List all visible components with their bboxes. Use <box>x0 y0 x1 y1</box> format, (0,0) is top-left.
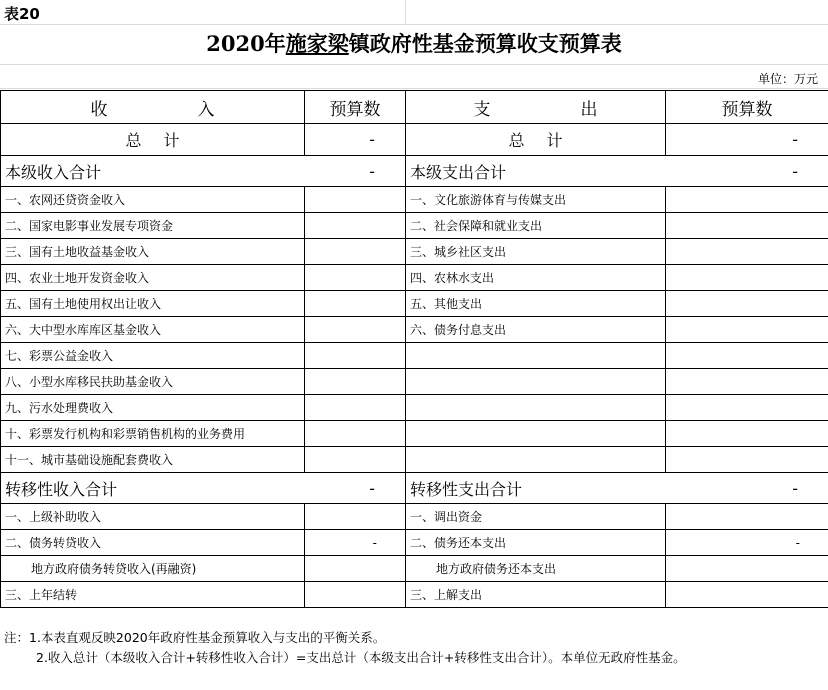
transfer-expense-item-value <box>666 556 828 582</box>
table-row <box>1 369 828 395</box>
budget-table <box>0 90 828 608</box>
transfer-income-item: 三、上年结转 <box>1 582 305 608</box>
table-row <box>1 317 828 343</box>
unit-label: 单位：万元 <box>757 72 818 86</box>
income-item: 十一、城市基础设施配套费收入 <box>1 447 305 473</box>
expense-item <box>406 369 666 395</box>
table-row <box>1 187 828 213</box>
income-item: 三、国有土地收益基金收入 <box>1 239 305 265</box>
income-item-value <box>305 291 406 317</box>
transfer-income-item-value <box>305 556 406 582</box>
income-item: 二、国家电影事业发展专项资金 <box>1 213 305 239</box>
expense-item-value <box>666 239 828 265</box>
expense-item: 五、其他支出 <box>406 291 666 317</box>
table-row <box>1 291 828 317</box>
transfer-expense-item: 三、上解支出 <box>406 582 666 608</box>
table-row <box>1 213 828 239</box>
income-item-value <box>305 265 406 291</box>
transfer-expense-item-value <box>666 504 828 530</box>
income-item-value <box>305 343 406 369</box>
income-item-value <box>305 421 406 447</box>
expense-item-value <box>666 265 828 291</box>
income-item: 五、国有土地使用权出让收入 <box>1 291 305 317</box>
transfer-expense-item-value: - <box>666 530 828 556</box>
income-item-value <box>305 317 406 343</box>
expense-item: 三、城乡社区支出 <box>406 239 666 265</box>
note-line-1: 注：1.本表直观反映2020年政府性基金预算收入与支出的平衡关系。 <box>4 630 386 645</box>
expense-item-value <box>666 343 828 369</box>
expense-item-value <box>666 447 828 473</box>
income-item: 七、彩票公益金收入 <box>1 343 305 369</box>
title-prefix: 2020年 <box>206 31 286 56</box>
expense-item: 四、农林水支出 <box>406 265 666 291</box>
grid-line <box>0 88 828 89</box>
income-item-value <box>305 369 406 395</box>
table-row <box>1 395 828 421</box>
table-row <box>1 421 828 447</box>
expense-item-value <box>666 395 828 421</box>
grid-line <box>0 24 828 25</box>
expense-item <box>406 343 666 369</box>
expense-item <box>406 447 666 473</box>
page-title <box>0 28 828 58</box>
total-expense-label: 总 计 <box>406 124 666 156</box>
header-budget-income: 预算数 <box>305 91 406 124</box>
expense-item-value <box>666 291 828 317</box>
table-row <box>1 239 828 265</box>
transfer-subtotal-row <box>1 473 828 504</box>
income-item-value <box>305 213 406 239</box>
income-item-value <box>305 239 406 265</box>
expense-item: 二、社会保障和就业支出 <box>406 213 666 239</box>
table-row <box>1 530 828 556</box>
total-expense-value: - <box>666 124 828 156</box>
total-income-value: - <box>305 124 406 156</box>
local-income-value: - <box>305 156 406 187</box>
header-income: 收 入 <box>1 91 305 124</box>
local-income-label: 本级收入合计 <box>1 156 305 187</box>
transfer-expense-label: 转移性支出合计 <box>406 473 666 504</box>
transfer-income-value: - <box>305 473 406 504</box>
note-line-2: 2.收入总计（本级收入合计+转移性收入合计）=支出总计（本级支出合计+转移性支出合计）。本单位无政府性基金。 <box>36 650 686 665</box>
local-expense-value: - <box>666 156 828 187</box>
transfer-expense-item-value <box>666 582 828 608</box>
local-subtotal-row <box>1 156 828 187</box>
expense-item: 一、文化旅游体育与传媒支出 <box>406 187 666 213</box>
table-row <box>1 343 828 369</box>
sheet-label: 表20 <box>4 5 40 23</box>
expense-item-value <box>666 421 828 447</box>
income-item-value <box>305 395 406 421</box>
transfer-expense-value: - <box>666 473 828 504</box>
expense-item-value <box>666 213 828 239</box>
transfer-expense-item: 二、债务还本支出 <box>406 530 666 556</box>
local-expense-label: 本级支出合计 <box>406 156 666 187</box>
income-item: 四、农业土地开发资金收入 <box>1 265 305 291</box>
income-item: 八、小型水库移民扶助基金收入 <box>1 369 305 395</box>
income-item: 九、污水处理费收入 <box>1 395 305 421</box>
grid-line <box>405 0 406 24</box>
table-row <box>1 504 828 530</box>
table-row <box>1 582 828 608</box>
title-suffix: 镇政府性基金预算收支预算表 <box>348 31 622 56</box>
income-item: 六、大中型水库库区基金收入 <box>1 317 305 343</box>
income-item-value <box>305 187 406 213</box>
transfer-expense-item: 地方政府债务还本支出 <box>406 556 666 582</box>
expense-item-value <box>666 317 828 343</box>
expense-item-value <box>666 187 828 213</box>
header-row <box>1 91 828 124</box>
income-item: 一、农网还贷资金收入 <box>1 187 305 213</box>
grid-line <box>0 64 828 65</box>
expense-item <box>406 395 666 421</box>
transfer-income-item-value <box>305 582 406 608</box>
transfer-income-item-value <box>305 504 406 530</box>
transfer-income-item: 地方政府债务转贷收入(再融资) <box>1 556 305 582</box>
table-row <box>1 556 828 582</box>
header-budget-expense: 预算数 <box>666 91 828 124</box>
income-item: 十、彩票发行机构和彩票销售机构的业务费用 <box>1 421 305 447</box>
table-row <box>1 265 828 291</box>
transfer-income-label: 转移性收入合计 <box>1 473 305 504</box>
transfer-income-item: 一、上级补助收入 <box>1 504 305 530</box>
table-row <box>1 447 828 473</box>
expense-item <box>406 421 666 447</box>
expense-item-value <box>666 369 828 395</box>
total-row <box>1 124 828 156</box>
transfer-expense-item: 一、调出资金 <box>406 504 666 530</box>
notes <box>4 628 686 668</box>
transfer-income-item-value: - <box>305 530 406 556</box>
title-town-name: 施家梁 <box>285 31 349 56</box>
expense-item: 六、债务付息支出 <box>406 317 666 343</box>
transfer-income-item: 二、债务转贷收入 <box>1 530 305 556</box>
total-income-label: 总 计 <box>1 124 305 156</box>
income-item-value <box>305 447 406 473</box>
header-expense: 支 出 <box>406 91 666 124</box>
